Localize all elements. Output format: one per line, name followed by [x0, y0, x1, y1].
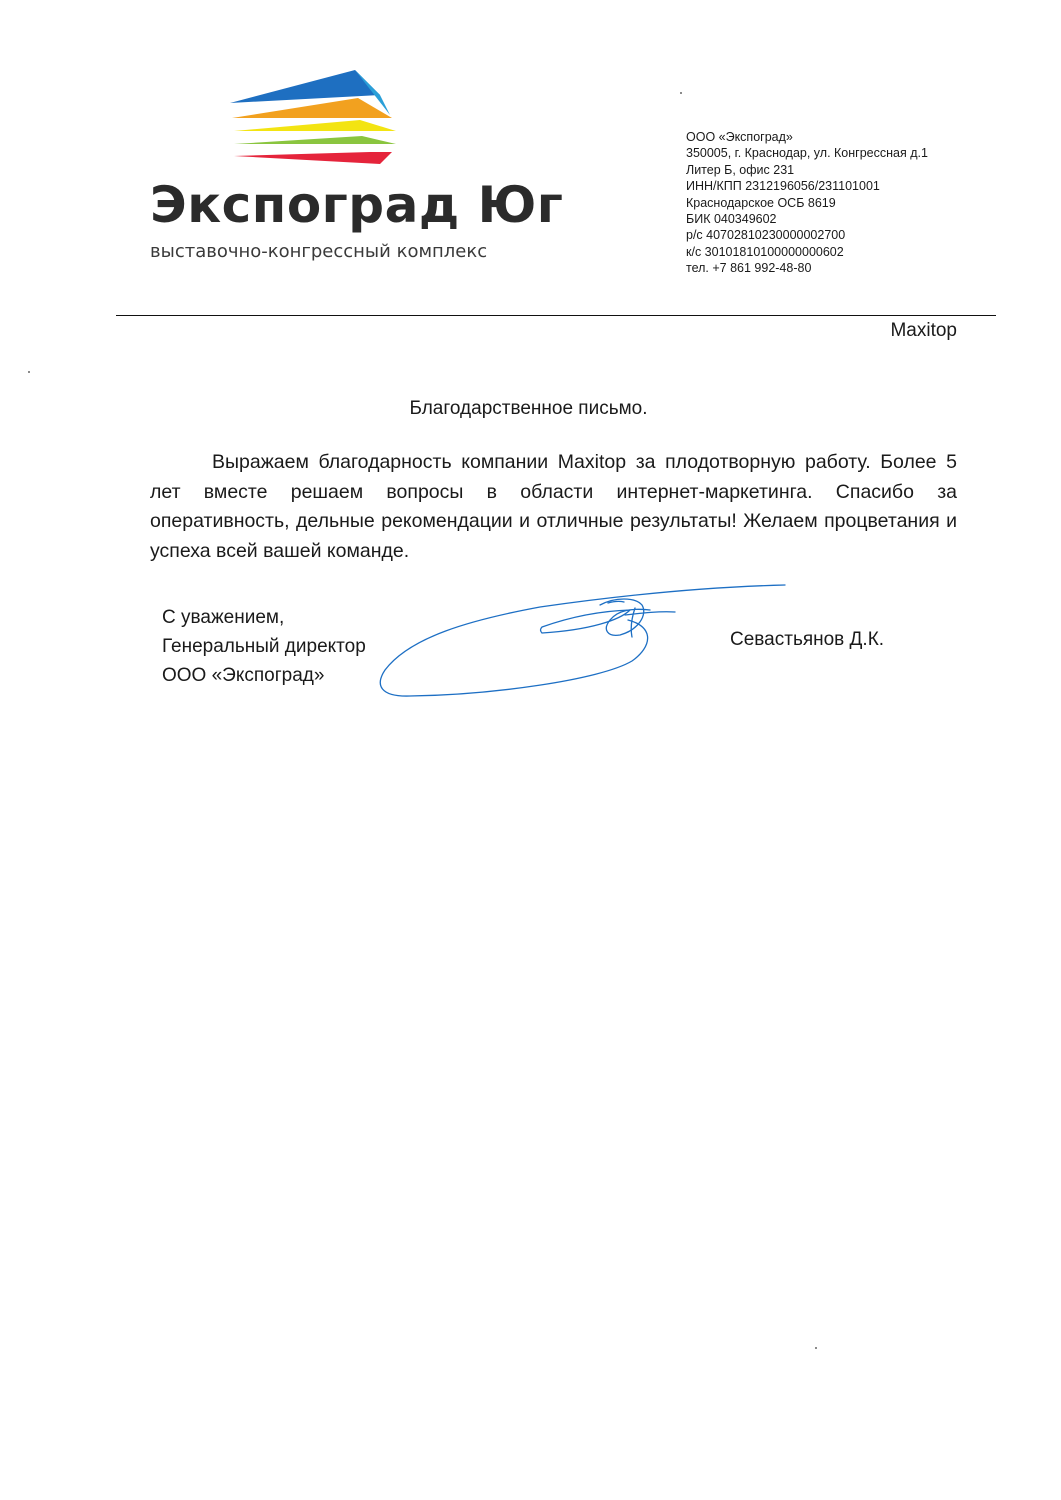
company-logo	[150, 68, 564, 268]
company-requisites	[686, 129, 928, 277]
requisites-line: 350005, г. Краснодар, ул. Конгрессная д.1	[686, 146, 928, 161]
closing-company: ООО «Экспоград»	[162, 665, 325, 686]
requisites-line: к/с 30101810100000000602	[686, 244, 844, 259]
requisites-line: ООО «Экспоград»	[686, 130, 793, 144]
closing-greeting: С уважением,	[162, 607, 285, 628]
letter-title	[0, 398, 1061, 420]
letter-title-text: Благодарственное письмо.	[409, 398, 648, 419]
header-divider	[116, 315, 996, 316]
scan-speck	[28, 371, 30, 373]
logo-wordmark: Экспоград Юг	[150, 176, 564, 234]
requisites-line: тел. +7 861 992-48-80	[686, 261, 812, 276]
closing-position: Генеральный директор	[162, 636, 366, 657]
requisites-line: р/с 40702810230000002700	[686, 228, 846, 243]
requisites-line: ИНН/КПП 2312196056/231101001	[686, 179, 880, 194]
scan-speck	[680, 92, 682, 94]
letter-body: Выражаем благодарность компании Maxitop за плодотворную работу. Более 5 лет вместе решаем вопросы в области интернет-маркетинга. Спасибо за оперативность, дельные рекомендации и отличные результаты! Желаем процветания и успеха всей вашей команде.	[150, 451, 957, 562]
requisites-line: Литер Б, офис 231	[686, 162, 795, 177]
signer-name: Севастьянов Д.К.	[730, 629, 885, 650]
logo-tagline: выставочно-конгрессный комплекс	[150, 241, 488, 262]
addressee: Maxitop	[890, 320, 957, 341]
closing-block	[162, 603, 366, 690]
logo-mark-icon	[230, 68, 405, 168]
requisites-line: БИК 040349602	[686, 212, 777, 227]
scan-speck	[815, 1347, 817, 1349]
requisites-line: Краснодарское ОСБ 8619	[686, 195, 836, 210]
